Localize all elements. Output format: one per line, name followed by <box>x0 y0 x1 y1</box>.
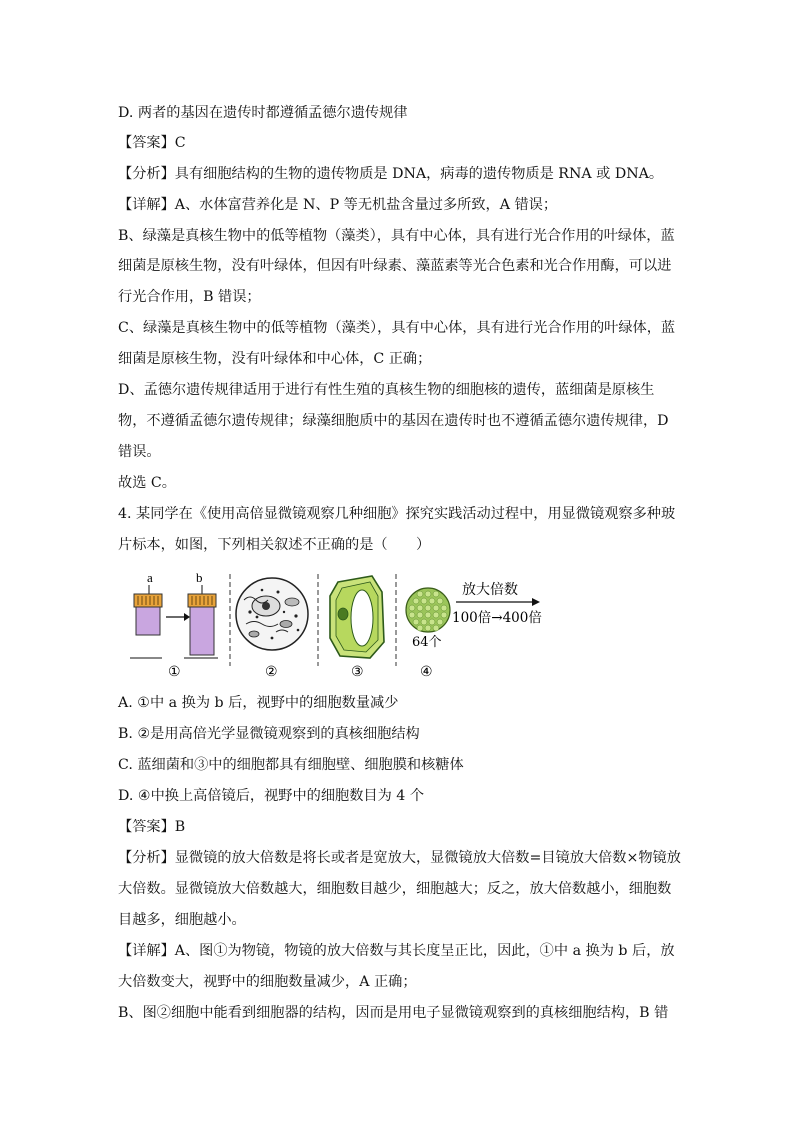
text-line: 细菌是原核生物，没有叶绿体和中心体，C 正确； <box>118 351 432 367</box>
analysis-line: 【分析】具有细胞结构的生物的遗传物质是 DNA，病毒的遗传物质是 RNA 或 DNA。 <box>118 166 664 182</box>
panel-1-label: ① <box>168 664 181 680</box>
objective-b-body <box>190 607 214 655</box>
detail-line: 【详解】A、水体富营养化是 N、P 等无机盐含量过多所致，A 错误； <box>118 197 558 213</box>
magnify-title: 放大倍数 <box>462 582 518 598</box>
text-line: 故选 C。 <box>118 475 176 491</box>
text-line: 行光合作用，B 错误； <box>118 289 261 305</box>
text-line: C、绿藻是真核生物中的低等植物（藻类），具有中心体，具有进行光合作用的叶绿体，蓝 <box>118 320 676 336</box>
text-line: 错误。 <box>118 444 161 460</box>
text-line: 目越多，细胞越小。 <box>118 912 246 928</box>
vacuole <box>351 590 373 646</box>
panel-3-label: ③ <box>351 664 364 680</box>
question-figure <box>126 572 566 682</box>
figure-svg <box>126 572 566 682</box>
analysis-line: 【分析】显微镜的放大倍数是将长或者是宽放大，显微镜放大倍数=目镜放大倍数×物镜放 <box>118 850 681 866</box>
answer-line: 【答案】C <box>118 135 186 151</box>
text-line: 细菌是原核生物，没有叶绿体，但因有叶绿素、藻蓝素等光合色素和光合作用酶，可以进 <box>118 258 672 274</box>
text-line: 大倍数变大，视野中的细胞数量减少，A 正确； <box>118 974 417 990</box>
objective-b-label: b <box>196 572 203 585</box>
question-title: 片标本，如图，下列相关叙述不正确的是（ ） <box>118 537 431 553</box>
answer-line: 【答案】B <box>118 819 186 835</box>
text-line: D、孟德尔遗传规律适用于进行有性生殖的真核生物的细胞核的遗传，蓝细菌是原核生 <box>118 382 655 398</box>
text-line: B、绿藻是真核生物中的低等植物（藻类），具有中心体，具有进行光合作用的叶绿体，蓝 <box>118 228 675 244</box>
nucleus <box>338 608 348 620</box>
text-line: 大倍数。显微镜放大倍数越大，细胞数目越少，细胞越大；反之，放大倍数越小，细胞数 <box>118 881 672 897</box>
text-line: D. 两者的基因在遗传时都遵循孟德尔遗传规律 <box>118 105 408 121</box>
panel-4-label: ④ <box>420 664 433 680</box>
objective-a-label: a <box>147 572 153 585</box>
option-a: A. ①中 a 换为 b 后，视野中的细胞数量减少 <box>118 695 399 711</box>
panel-2-label: ② <box>265 664 278 680</box>
cell-count-label: 64个 <box>412 635 442 650</box>
detail-line: 【详解】A、图①为物镜，物镜的放大倍数与其长度呈正比，因此，①中 a 换为 b 后，放 <box>118 943 675 959</box>
text-line: B、图②细胞中能看到细胞器的结构，因而是用电子显微镜观察到的真核细胞结构，B 错 <box>118 1005 669 1021</box>
question-title: 4. 某同学在《使用高倍显微镜观察几种细胞》探究实践活动过程中，用显微镜观察多种玻 <box>118 506 676 522</box>
option-c: C. 蓝细菌和③中的细胞都具有细胞壁、细胞膜和核糖体 <box>118 757 464 773</box>
option-b: B. ②是用高倍光学显微镜观察到的真核细胞结构 <box>118 726 420 742</box>
magnify-change: 100倍→400倍 <box>452 610 542 626</box>
option-d: D. ④中换上高倍镜后，视野中的细胞数目为 4 个 <box>118 788 425 804</box>
text-line: 物，不遵循孟德尔遗传规律；绿藻细胞质中的基因在遗传时也不遵循孟德尔遗传规律，D <box>118 413 669 429</box>
objective-a-body <box>136 607 160 635</box>
